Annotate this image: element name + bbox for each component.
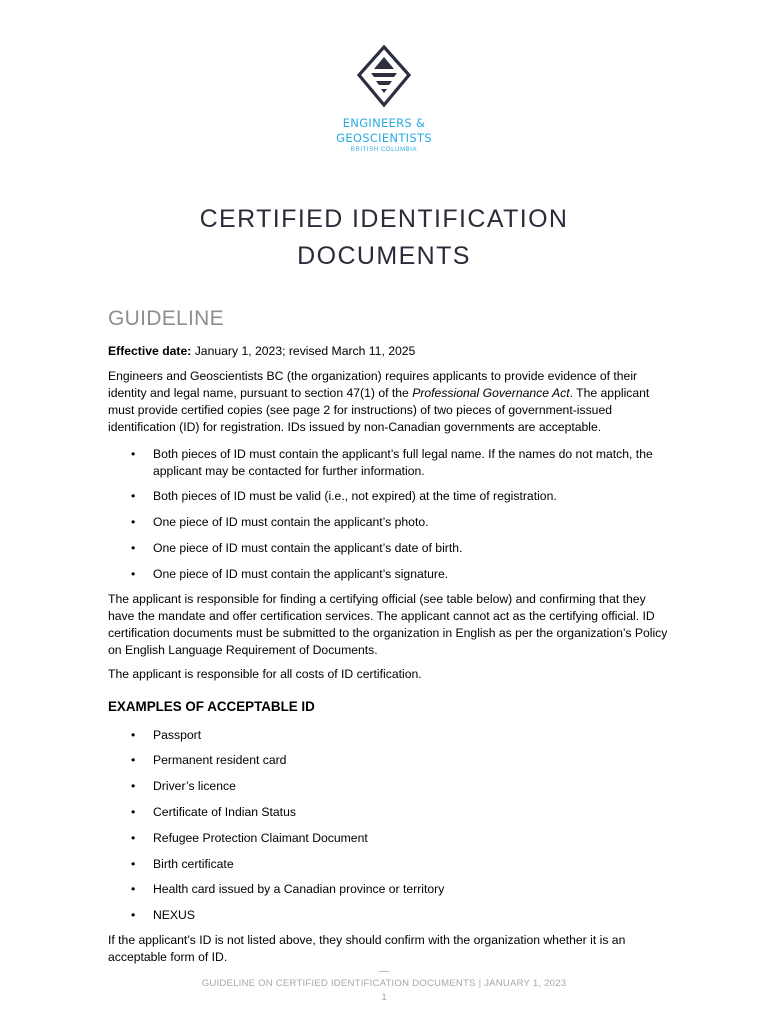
diamond-logo-icon [357, 45, 411, 109]
document-title-line1: CERTIFIED IDENTIFICATION [199, 205, 569, 233]
intro-paragraph [108, 368, 668, 436]
list-item: • One piece of ID must contain the applicant’s signature. [153, 566, 663, 583]
footer-text: GUIDELINE ON CERTIFIED IDENTIFICATION DOCUMENTS | JANUARY 1, 2023 [201, 978, 567, 989]
examples-heading: EXAMPLES OF ACCEPTABLE ID [108, 699, 315, 714]
logo-text-line2: GEOSCIENTISTS [336, 131, 432, 145]
document-title [0, 201, 768, 275]
intro-text-1: Engineers and Geoscientists BC (the organization) requires applicants to provide evidence of their identity and legal name, pursuant to section 47(1) of the [108, 369, 638, 400]
guideline-heading: GUIDELINE [108, 307, 224, 330]
responsibility-text: The applicant is responsible for finding a certifying official (see table below) and confirming that they have the mandate and offer certification services. The applicant cannot act as the certifying official. ID certification documents must be submitted to the organization in English as per the organization’s Policy on English Language Requirement of Documents. [108, 592, 668, 657]
list-item: • One piece of ID must contain the applicant’s photo. [153, 514, 663, 531]
document-title-line2: DOCUMENTS [297, 242, 471, 270]
list-item: • Refugee Protection Claimant Document [153, 830, 663, 847]
list-item: • Birth certificate [153, 856, 663, 873]
logo-text-line3: BRITISH COLUMBIA [350, 147, 418, 153]
act-name: Professional Governance Act [412, 386, 570, 400]
list-item: • NEXUS [153, 907, 663, 924]
costs-paragraph [108, 666, 668, 683]
closing-paragraph [108, 932, 668, 966]
list-item: • Both pieces of ID must contain the applicant’s full legal name. If the names do not match, the applicant may be contacted for further information. [153, 446, 663, 480]
effective-date-label: Effective date: [108, 344, 192, 358]
list-item: • Certificate of Indian Status [153, 804, 663, 821]
closing-text: If the applicant’s ID is not listed above, they should confirm with the organization whether it is an acceptable form of ID. [108, 933, 626, 964]
costs-text: The applicant is responsible for all costs of ID certification. [108, 667, 422, 681]
responsibility-paragraph [108, 591, 668, 659]
page-number: 1 [381, 992, 387, 1003]
effective-date [108, 343, 668, 360]
list-item: • Passport [153, 727, 663, 744]
logo-text-line1: ENGINEERS & [342, 116, 426, 130]
list-item: • Driver’s licence [153, 778, 663, 795]
footer-divider [379, 971, 389, 972]
list-item: • Permanent resident card [153, 752, 663, 769]
list-item: • Health card issued by a Canadian province or territory [153, 881, 663, 898]
effective-date-value: January 1, 2023; revised March 11, 2025 [191, 344, 416, 358]
list-item: • One piece of ID must contain the applicant’s date of birth. [153, 540, 663, 557]
list-item: • Both pieces of ID must be valid (i.e., not expired) at the time of registration. [153, 488, 663, 505]
intro-text-2: . The applicant must provide certified copies (see page 2 for instructions) of two pieces of government-issued identification (ID) for registration. IDs issued by non-Canadian governments are acceptable. [108, 386, 650, 434]
